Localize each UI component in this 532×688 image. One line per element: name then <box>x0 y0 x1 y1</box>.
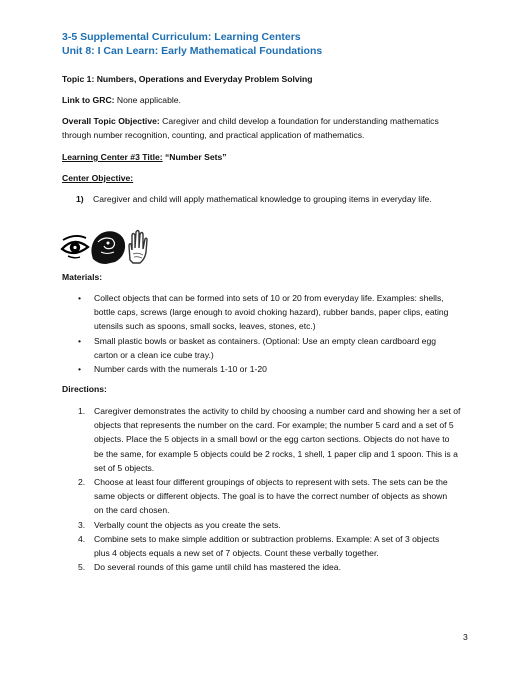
overall-objective <box>62 114 474 142</box>
topic-heading: Topic 1: Numbers, Operations and Everyday Problem Solving <box>62 74 313 84</box>
directions-item: 5. Do several rounds of this game until child has mastered the idea. <box>78 562 341 573</box>
hand-icon <box>129 231 147 264</box>
directions-item: 1. Caregiver demonstrates the activity to child by choosing a number card and showing her a set of objects that represents the number on the card. For example; the number 5 card and a set of 5 objects. Place the 5 objects in a small bowl or the egg carton sections. Objects do not have to be the same, for example 5 objects could be 2 rocks, 1 shell, 1 paper clip and 1 spoon. This is a set of 5 objects. <box>78 406 461 473</box>
center-title-line <box>62 150 474 164</box>
curriculum-title: 3-5 Supplemental Curriculum: Learning Centers <box>62 31 301 43</box>
overall-objective-line2: through number recognition, counting, and practical application of mathematics. <box>62 130 365 141</box>
grc-line <box>62 93 474 107</box>
page-number: 3 <box>463 632 468 642</box>
eye-icon <box>62 236 88 258</box>
directions-item: 2. Choose at least four different groupings of objects to represent with sets. The sets can be the same objects or different objects. The goal is to have the correct number of objects as shown on the card chosen. <box>78 477 448 516</box>
center-objective-heading: Center Objective: <box>62 173 134 183</box>
materials-list <box>78 291 478 376</box>
directions-heading: Directions: <box>62 384 107 394</box>
overall-objective-label: Overall Topic Objective: <box>62 116 160 126</box>
directions-item: 3. Verbally count the objects as you create the sets. <box>78 519 281 530</box>
grc-value: None applicable. <box>114 95 181 105</box>
materials-item: • Collect objects that can be formed into sets of 10 or 20 from everyday life. Examples: shells, bottle caps, screws (large enough to avoid choking hazard), rubber bands, paper clips, eating utensils such as spoons, small socks, leaves, stones, etc.) <box>78 293 449 332</box>
center-objective-text: Caregiver and child will apply mathematical knowledge to grouping items in everyday life. <box>93 194 432 204</box>
grc-label: Link to GRC: <box>62 95 115 105</box>
learning-style-icons <box>60 226 160 266</box>
bullet-icon: • <box>78 364 82 375</box>
unit-title: Unit 8: I Can Learn: Early Mathematical Foundations <box>62 45 323 57</box>
center-objective-item <box>76 192 488 206</box>
center-title-value: “Number Sets” <box>162 152 227 162</box>
bullet-icon: • <box>78 293 82 303</box>
materials-item: • Small plastic bowls or basket as containers. (Optional: Use an empty clean cardboard egg carton or a clean ice cube tray.) <box>78 335 437 360</box>
materials-heading: Materials: <box>62 272 103 282</box>
directions-item: 4. Combine sets to make simple addition or subtraction problems. Example: A set of 3 objects plus 4 objects equals a new set of 7 objects. Count these verbally together. <box>78 533 440 559</box>
materials-item: • Number cards with the numerals 1-10 or 1-20 <box>78 362 478 376</box>
directions-list <box>78 404 480 574</box>
head-profile-icon <box>91 231 125 264</box>
center-title-label: Learning Center #3 Title: <box>62 152 163 162</box>
overall-objective-line1: Caregiver and child develop a foundation for understanding mathematics <box>159 116 439 126</box>
center-objective-number: 1) <box>76 194 84 204</box>
bullet-icon: • <box>78 335 82 346</box>
